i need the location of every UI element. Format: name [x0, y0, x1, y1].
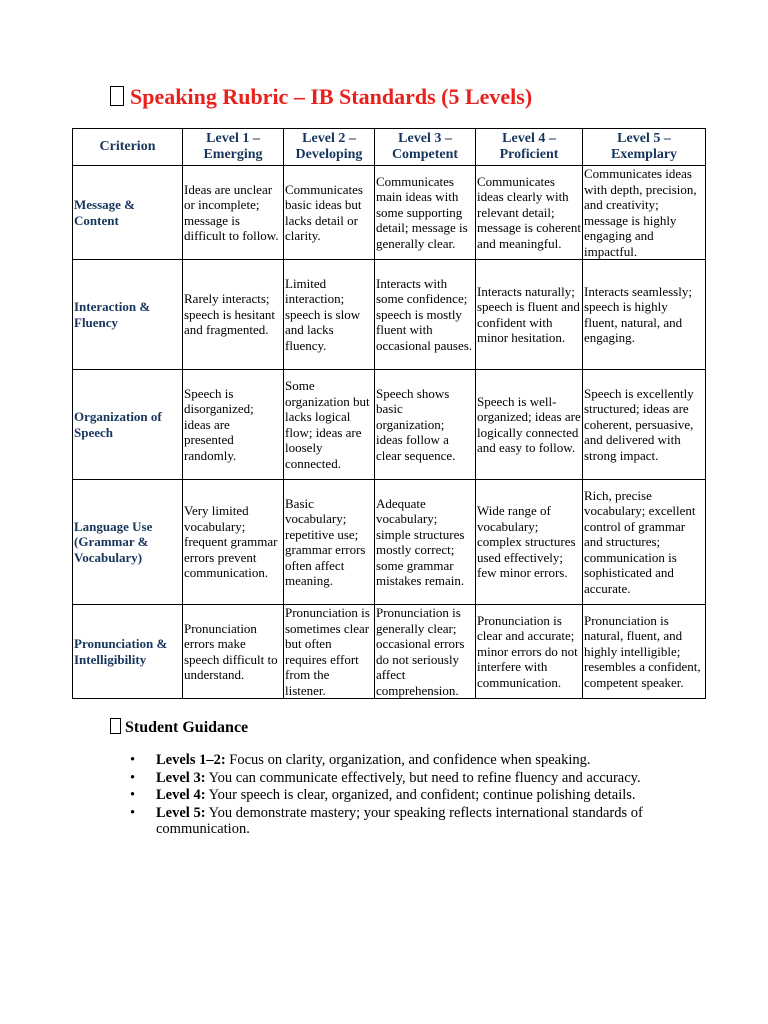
- rubric-cell: Basic vocabulary; repetitive use; grammar errors often affect meaning.: [284, 480, 375, 605]
- rubric-cell: Pronunciation is generally clear; occasional errors do not seriously affect comprehension.: [375, 605, 476, 699]
- header-level-2: Level 2 – Developing: [284, 129, 375, 166]
- guidance-heading-text: Student Guidance: [125, 719, 249, 736]
- checkbox-icon: [110, 86, 124, 106]
- rubric-cell: Pronunciation is clear and accurate; minor errors do not interfere with communication.: [476, 605, 583, 699]
- guidance-list: [110, 752, 650, 839]
- rubric-cell: Speech is well-organized; ideas are logically connected and easy to follow.: [476, 370, 583, 480]
- rubric-table: [72, 128, 706, 699]
- rubric-cell: Limited interaction; speech is slow and lacks fluency.: [284, 260, 375, 370]
- checkbox-icon: [110, 718, 121, 734]
- page-title-text: Speaking Rubric – IB Standards (5 Levels): [130, 84, 533, 109]
- rubric-cell: Communicates ideas clearly with relevant detail; message is coherent and meaningful.: [476, 166, 583, 260]
- page-title: [110, 84, 532, 110]
- rubric-cell: Pronunciation is sometimes clear but often requires effort from the listener.: [284, 605, 375, 699]
- list-item: [130, 787, 650, 804]
- guidance-item-label: Levels 1–2:: [156, 752, 226, 768]
- bullet-icon: •: [130, 787, 136, 803]
- rubric-cell: Speech shows basic organization; ideas follow a clear sequence.: [375, 370, 476, 480]
- rubric-cell: Communicates ideas with depth, precision, and creativity; message is highly engaging and impactful.: [583, 166, 706, 260]
- bullet-icon: •: [130, 769, 136, 786]
- rubric-cell: Very limited vocabulary; frequent grammar errors prevent communication.: [183, 480, 284, 605]
- rubric-cell: Pronunciation is natural, fluent, and highly intelligible; resembles a confident, competent speaker.: [583, 605, 706, 699]
- criterion-cell: Message & Content: [73, 166, 183, 260]
- guidance-heading: [110, 718, 248, 737]
- header-level-1: Level 1 – Emerging: [183, 129, 284, 166]
- guidance-item-text: You can communicate effectively, but need to refine fluency and accuracy.: [205, 769, 641, 786]
- criterion-cell: Interaction & Fluency: [73, 260, 183, 370]
- rubric-cell: Communicates main ideas with some supporting detail; message is generally clear.: [375, 166, 476, 260]
- bullet-icon: •: [130, 804, 136, 821]
- rubric-cell: Communicates basic ideas but lacks detail or clarity.: [284, 166, 375, 260]
- guidance-item-label: Level 5:: [156, 804, 206, 821]
- criterion-cell: Organization of Speech: [73, 370, 183, 480]
- header-level-5: Level 5 – Exemplary: [583, 129, 706, 166]
- list-item: [130, 769, 650, 787]
- guidance-item-text: You demonstrate mastery; your speaking reflects international standards of communication.: [156, 804, 643, 837]
- guidance-item-text: Your speech is clear, organized, and confident; continue polishing details.: [205, 787, 636, 803]
- rubric-cell: Ideas are unclear or incomplete; message is difficult to follow.: [183, 166, 284, 260]
- header-level-4: Level 4 – Proficient: [476, 129, 583, 166]
- rubric-cell: Interacts seamlessly; speech is highly fluent, natural, and engaging.: [583, 260, 706, 370]
- rubric-cell: Speech is disorganized; ideas are presented randomly.: [183, 370, 284, 480]
- rubric-cell: Wide range of vocabulary; complex structures used effectively; few minor errors.: [476, 480, 583, 605]
- list-item: [130, 752, 650, 769]
- guidance-item-label: Level 3:: [156, 769, 206, 786]
- guidance-item-text: Focus on clarity, organization, and confidence when speaking.: [225, 752, 591, 768]
- criterion-cell: Pronunciation & Intelligibility: [73, 605, 183, 699]
- rubric-cell: Some organization but lacks logical flow; ideas are loosely connected.: [284, 370, 375, 480]
- table-row: [73, 260, 706, 370]
- rubric-cell: Rich, precise vocabulary; excellent control of grammar and structures; communication is sophisticated and accurate.: [583, 480, 706, 605]
- rubric-cell: Pronunciation errors make speech difficult to understand.: [183, 605, 284, 699]
- rubric-cell: Speech is excellently structured; ideas are coherent, persuasive, and delivered with strong impact.: [583, 370, 706, 480]
- criterion-cell: Language Use (Grammar & Vocabulary): [73, 480, 183, 605]
- table-row: [73, 480, 706, 605]
- guidance-item-label: Level 4:: [156, 787, 206, 803]
- header-level-3: Level 3 – Competent: [375, 129, 476, 166]
- table-row: [73, 166, 706, 260]
- header-criterion: Criterion: [73, 129, 183, 166]
- rubric-header-row: [73, 129, 706, 166]
- bullet-icon: •: [130, 752, 136, 768]
- table-row: [73, 370, 706, 480]
- list-item: [130, 804, 650, 838]
- rubric-cell: Interacts with some confidence; speech is mostly fluent with occasional pauses.: [375, 260, 476, 370]
- rubric-cell: Rarely interacts; speech is hesitant and fragmented.: [183, 260, 284, 370]
- table-row: [73, 605, 706, 699]
- rubric-cell: Interacts naturally; speech is fluent and confident with minor hesitation.: [476, 260, 583, 370]
- rubric-cell: Adequate vocabulary; simple structures mostly correct; some grammar mistakes remain.: [375, 480, 476, 605]
